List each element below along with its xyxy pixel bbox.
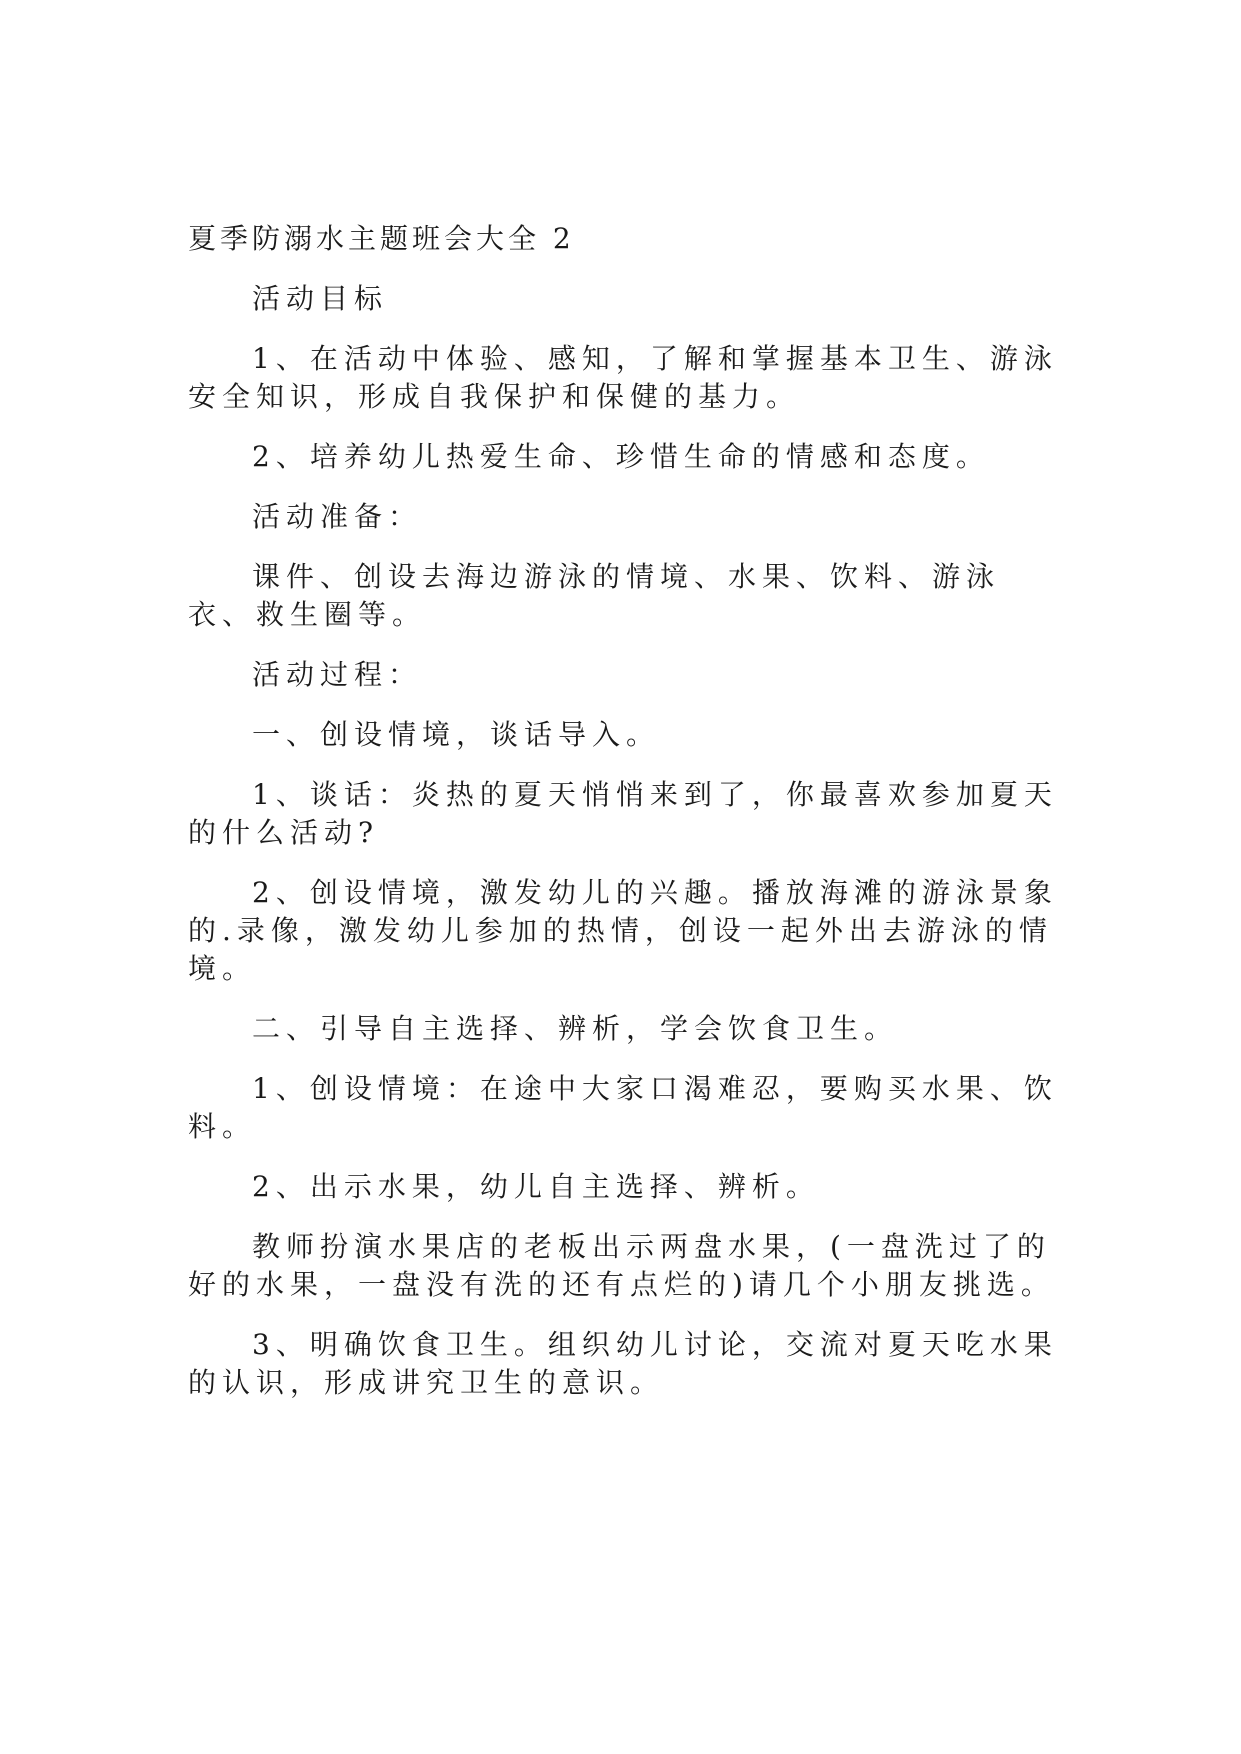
paragraph-preparation-heading: 活动准备： bbox=[252, 500, 423, 533]
paragraph-section-2: 二、引导自主选择、辨析，学会饮食卫生。 bbox=[252, 1012, 899, 1045]
paragraph-goal-1: 1、在活动中体验、感知，了解和掌握基本卫生、游泳安全知识，形成自我保护和保健的基力。 bbox=[188, 342, 1058, 413]
paragraph-step-2-1: 1、创设情境：在途中大家口渴难忍，要购买水果、饮料。 bbox=[188, 1072, 1058, 1143]
document-body bbox=[188, 220, 1058, 1424]
paragraph-teacher-role: 教师扮演水果店的老板出示两盘水果，(一盘洗过了的好的水果，一盘没有洗的还有点烂的)请几个小朋友挑选。 bbox=[188, 1230, 1055, 1301]
paragraph-step-1-1: 1、谈话：炎热的夏天悄悄来到了，你最喜欢参加夏天的什么活动? bbox=[188, 778, 1058, 849]
paragraph-section-1: 一、创设情境，谈话导入。 bbox=[252, 718, 661, 751]
paragraph-goal-2: 2、培养幼儿热爱生命、珍惜生命的情感和态度。 bbox=[252, 440, 990, 473]
paragraph-step-1-2: 2、创设情境，激发幼儿的兴趣。播放海滩的游泳景象的.录像，激发幼儿参加的热情，创设一起外出去游泳的情境。 bbox=[188, 876, 1058, 985]
paragraph-activity-goals-heading: 活动目标 bbox=[252, 282, 389, 315]
paragraph-process-heading: 活动过程： bbox=[252, 658, 423, 691]
paragraph-step-2-3: 3、明确饮食卫生。组织幼儿讨论，交流对夏天吃水果的认识，形成讲究卫生的意识。 bbox=[188, 1328, 1058, 1399]
document-title: 夏季防溺水主题班会大全 2 bbox=[188, 222, 575, 255]
paragraph-step-2-2: 2、出示水果，幼儿自主选择、辨析。 bbox=[252, 1170, 820, 1203]
paragraph-preparation-items: 课件、创设去海边游泳的情境、水果、饮料、游泳衣、救生圈等。 bbox=[188, 560, 1001, 631]
